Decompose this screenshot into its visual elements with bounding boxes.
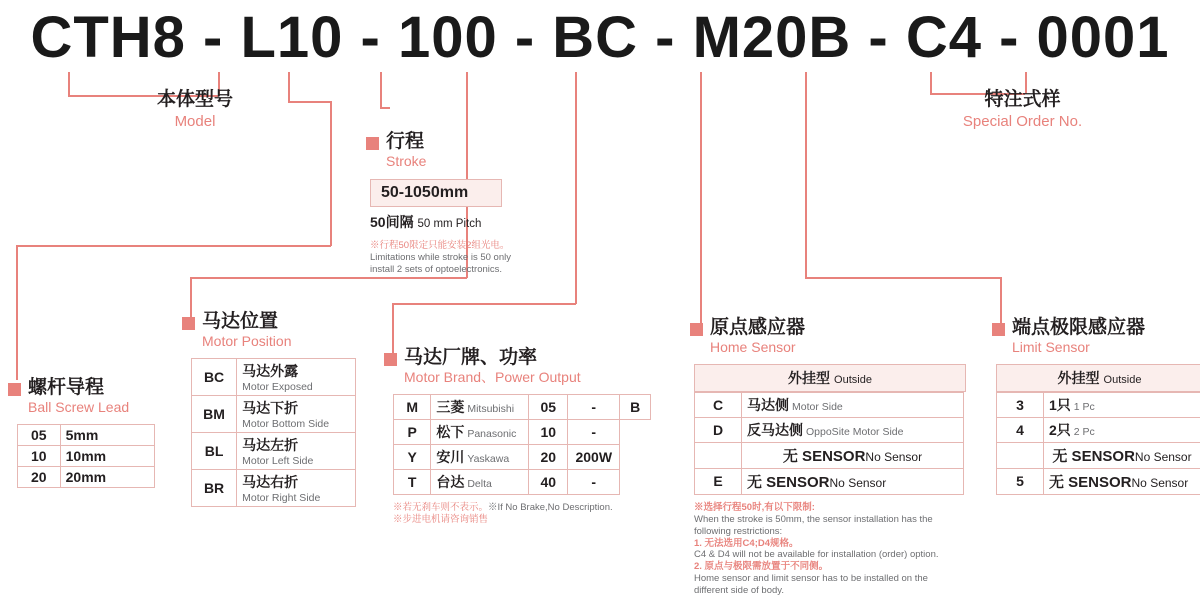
stroke-note (370, 240, 545, 276)
power-out-1: - (591, 423, 597, 440)
table-row[interactable] (695, 392, 964, 417)
motorpos-title-cn: 马达位置 (202, 311, 279, 332)
brand-key-2: Y (394, 444, 431, 469)
home-cn-1: 反马达侧 (747, 421, 803, 438)
bullet-square-icon (992, 323, 1005, 336)
limit-title-cn: 端点极限感应器 (1012, 317, 1146, 338)
table-row[interactable] (394, 469, 651, 494)
power-key-3: 40 (529, 469, 568, 494)
home-note-2-cn: 2. 原点与极限需放置于不同侧。 (694, 561, 829, 573)
brand-key-1: P (394, 419, 431, 444)
home-key-0: C (695, 392, 742, 417)
table-row[interactable] (695, 417, 964, 442)
brand-key-3: T (394, 469, 431, 494)
home-note-1-cn: 1. 无法选用C4;D4规格。 (694, 537, 799, 549)
limit-outside-cn: 外挂型 (1057, 369, 1100, 386)
table-row[interactable] (18, 466, 155, 487)
lead-title-en: Ball Screw Lead (28, 399, 130, 416)
motorpos-key-0: BC (192, 358, 237, 395)
table-row[interactable] (192, 432, 356, 469)
model-label-cn: 本体型号 (156, 89, 233, 110)
limit-key-0: 3 (997, 392, 1044, 417)
table-row[interactable] (18, 424, 155, 445)
limit-outside-en: Outside (1103, 373, 1142, 386)
leader-line-brand-h (392, 303, 576, 305)
motor-brand-table (393, 394, 651, 495)
limit-en-3: No Sensor (1131, 475, 1189, 490)
limit-cn-3: 无 SENSOR (1049, 473, 1132, 491)
limit-cn-0: 1只 (1049, 396, 1071, 413)
section-stroke (366, 132, 545, 276)
table-row[interactable] (997, 442, 1200, 468)
bullet-square-icon (690, 323, 703, 336)
limit-sensor-table (996, 392, 1200, 495)
section-limit-sensor (992, 318, 1200, 495)
table-row[interactable] (192, 395, 356, 432)
brand-cn-3: 台达 (436, 473, 465, 490)
motor-position-table (191, 358, 356, 507)
section-model (100, 84, 290, 130)
leader-line-limit-v2 (1000, 277, 1002, 323)
motorpos-cn-2: 马达左折 (242, 436, 299, 453)
motorpos-en-2: Motor Left Side (242, 454, 314, 467)
limit-cn-1: 2只 (1049, 421, 1071, 438)
stroke-pitch-cn: 50间隔 (370, 213, 414, 230)
table-row[interactable] (394, 444, 651, 469)
brand-en-0: Mitsubishi (467, 402, 515, 415)
lead-val-2: 20mm (65, 468, 107, 485)
home-key-3: E (695, 468, 742, 494)
brand-en-3: Delta (467, 477, 492, 490)
limit-key-3: 5 (997, 468, 1044, 494)
leader-line-limit-h (805, 277, 1001, 279)
model-label-en: Model (174, 113, 216, 130)
motorpos-en-0: Motor Exposed (242, 380, 313, 393)
stroke-note-en2: install 2 sets of optoelectronics. (370, 263, 503, 275)
leader-line-home-v (700, 72, 702, 324)
home-note-0-cn: ※选择行程50时,有以下限制: (694, 501, 815, 513)
lead-key-2: 20 (18, 466, 61, 487)
lead-val-0: 5mm (65, 426, 99, 443)
home-title-en: Home Sensor (710, 339, 796, 356)
table-row[interactable] (18, 445, 155, 466)
brand-note1-cn: ※若无刹车则不表示。 (393, 501, 489, 513)
home-sensor-notes (694, 502, 964, 597)
home-cn-0: 马达侧 (747, 396, 789, 413)
home-en-2: No Sensor (865, 449, 923, 464)
motorpos-title-en: Motor Position (202, 333, 292, 350)
motorpos-en-1: Motor Bottom Side (242, 417, 330, 430)
stroke-note-cn: ※行程50限定只能安装2组光电。 (370, 239, 510, 251)
home-outside-cn: 外挂型 (788, 369, 831, 386)
motorpos-en-3: Motor Right Side (242, 491, 321, 504)
lead-title-cn: 螺杆导程 (28, 377, 105, 398)
limit-en-2: No Sensor (1134, 449, 1192, 464)
limit-cn-2: 无 SENSOR (1052, 447, 1135, 465)
stroke-title-en: Stroke (386, 153, 427, 170)
power-out-2: 200W (575, 448, 613, 465)
stroke-pitch-en: 50 mm Pitch (417, 217, 482, 230)
power-key-1: 10 (529, 419, 568, 444)
home-note-2-en: Home sensor and limit sensor has to be installed on the different side of body. (694, 573, 928, 597)
brand-note1-en: ※If No Brake,No Description. (488, 501, 613, 513)
brand-en-2: Yaskawa (467, 452, 510, 465)
leader-line-motorpos-h (190, 277, 467, 279)
home-title-cn: 原点感应器 (710, 317, 806, 338)
brand-key-0: M (394, 394, 431, 419)
section-motor-position (182, 312, 356, 507)
table-row[interactable] (192, 469, 356, 506)
limit-en-0: 1 Pc (1073, 400, 1095, 413)
table-row[interactable] (997, 417, 1200, 442)
lead-key-0: 05 (18, 424, 61, 445)
lead-val-1: 10mm (65, 447, 107, 464)
motorpos-key-2: BL (192, 432, 237, 469)
special-order-label-cn: 特注式样 (984, 89, 1061, 110)
section-motor-brand (384, 348, 651, 526)
bullet-square-icon (384, 353, 397, 366)
bullet-square-icon (182, 317, 195, 330)
home-note-0-en: When the stroke is 50mm, the sensor installation has the following restrictions: (694, 513, 933, 537)
leader-line-brand-v2 (392, 303, 394, 353)
home-sensor-outside-header (694, 364, 966, 392)
table-row[interactable] (192, 358, 356, 395)
leader-line-limit-v (805, 72, 807, 278)
motorpos-cn-3: 马达右折 (242, 473, 299, 490)
brand-title-cn: 马达厂牌、功率 (404, 347, 538, 368)
section-special-order (915, 84, 1130, 130)
special-order-label-en: Special Order No. (962, 113, 1083, 130)
table-row[interactable] (695, 468, 964, 494)
limit-en-1: 2 Pc (1073, 425, 1095, 438)
table-row[interactable] (695, 442, 964, 468)
stroke-range-box[interactable]: 50-1050mm (370, 179, 502, 207)
motorpos-cn-0: 马达外露 (242, 362, 299, 379)
table-row[interactable] (997, 392, 1200, 417)
motorpos-key-3: BR (192, 469, 237, 506)
home-en-3: No Sensor (829, 475, 887, 490)
leader-line-lead-h2 (16, 245, 331, 247)
home-outside-en: Outside (834, 373, 872, 386)
power-key-2: 20 (529, 444, 568, 469)
power-out-3: - (591, 473, 597, 490)
motorpos-cn-1: 马达下折 (242, 399, 299, 416)
motorpos-key-1: BM (192, 395, 237, 432)
brand-title-en: Motor Brand、Power Output (404, 369, 581, 386)
leader-line-model-v (68, 72, 70, 96)
part-number-code: CTH8 - L10 - 100 - BC - M20B - C4 - 0001 (30, 5, 1170, 70)
home-cn-2: 无 SENSOR (782, 447, 866, 465)
power-key-0: 05 (529, 394, 568, 419)
leader-line-lead-v2 (330, 101, 332, 246)
section-home-sensor (690, 318, 966, 597)
table-row[interactable] (394, 419, 651, 444)
ball-screw-lead-table (17, 424, 155, 488)
stroke-pitch (370, 212, 545, 232)
home-key-2 (695, 442, 742, 468)
lead-key-1: 10 (18, 445, 61, 466)
stroke-title-cn: 行程 (386, 131, 425, 152)
brand-en-1: Panasonic (467, 427, 517, 440)
section-ball-screw-lead (8, 378, 155, 488)
brand-note2-cn: ※步进电机请咨询销售 (393, 513, 489, 525)
limit-key-1: 4 (997, 417, 1044, 442)
motor-brand-notes (393, 502, 651, 526)
leader-line-brand-v (575, 72, 577, 304)
home-sensor-table (694, 392, 964, 495)
home-en-1: OppoSite Motor Side (806, 425, 904, 438)
limit-title-en: Limit Sensor (1012, 339, 1090, 356)
leader-line-stroke-h (380, 107, 390, 109)
brand-cn-1: 松下 (436, 423, 465, 440)
stroke-note-en1: Limitations while stroke is 50 only (370, 251, 511, 263)
table-row[interactable] (394, 394, 651, 419)
table-row[interactable] (997, 468, 1200, 494)
leader-line-stroke-v (380, 72, 382, 108)
home-note-1-en: C4 & D4 will not be available for installation (order) option. (694, 549, 939, 561)
home-cn-3: 无 SENSOR (747, 473, 830, 491)
leader-line-lead-h (288, 101, 331, 103)
limit-key-2 (997, 442, 1044, 468)
bullet-square-icon (8, 383, 21, 396)
limit-sensor-outside-header (996, 364, 1200, 392)
power-out-0: - (591, 398, 597, 415)
bullet-square-icon (366, 137, 379, 150)
brand-cn-0: 三菱 (436, 398, 465, 415)
leader-line-lead-v3 (16, 245, 18, 380)
brake-key-0: B (620, 394, 651, 419)
home-en-0: Motor Side (792, 400, 843, 413)
home-key-1: D (695, 417, 742, 442)
brand-cn-2: 安川 (436, 448, 465, 465)
